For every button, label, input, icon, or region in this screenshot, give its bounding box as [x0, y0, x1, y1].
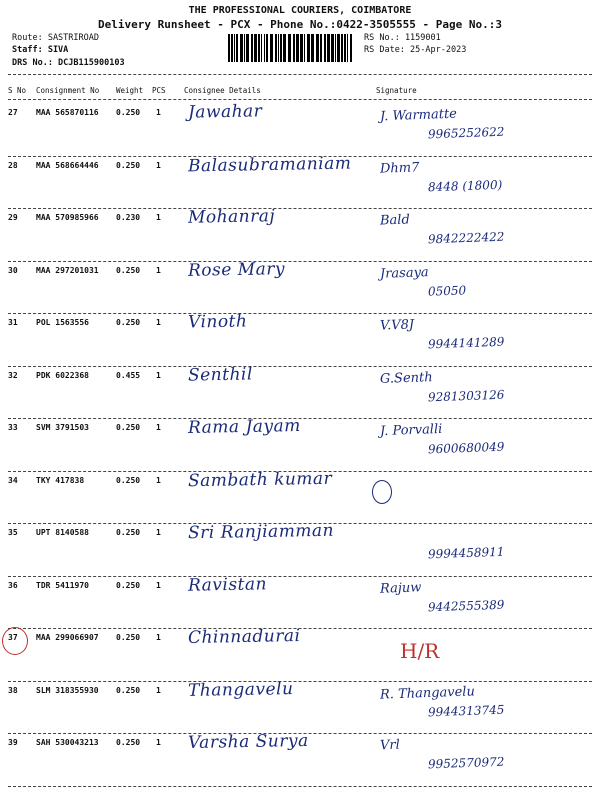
- row-pcs: 1: [156, 160, 161, 170]
- circled-mark: [372, 480, 392, 504]
- signature-handwritten: H/R: [400, 639, 440, 663]
- consignee-handwritten: Jawahar: [187, 101, 263, 123]
- header-divider-top: [8, 74, 592, 75]
- row-weight: 0.250: [116, 318, 141, 327]
- table-row: [8, 416, 592, 472]
- phone-handwritten: 9944141289: [427, 334, 505, 352]
- phone-handwritten: 9842222422: [427, 229, 505, 247]
- row-pcs: 1: [156, 475, 161, 485]
- phone-handwritten: 9600680049: [427, 439, 505, 457]
- row-divider: [8, 786, 592, 787]
- row-consignment: SVM 3791503: [36, 423, 89, 432]
- consignee-handwritten: Senthil: [187, 363, 253, 386]
- consignee-handwritten: Thangavelu: [187, 678, 294, 701]
- row-weight: 0.250: [116, 265, 141, 275]
- rs-number: RS No.: 1159001: [364, 33, 441, 43]
- table-row: [8, 730, 592, 787]
- consignee-handwritten: Balasubramaniam: [187, 153, 352, 176]
- signature-handwritten: Bald: [379, 212, 411, 229]
- runsheet-title: Delivery Runsheet - PCX - Phone No.:0422-3505555 - Page No.:3: [98, 18, 502, 31]
- table-row: [8, 363, 592, 420]
- consignee-handwritten: Vinoth: [187, 311, 248, 333]
- row-consignment: TKY 417838: [36, 475, 85, 485]
- row-sno: 38: [8, 685, 18, 695]
- row-sno: 32: [8, 370, 18, 380]
- signature-handwritten: J. Warmatte: [379, 106, 458, 125]
- company-title: THE PROFESSIONAL COURIERS, COIMBATORE: [188, 5, 412, 16]
- row-pcs: 1: [156, 685, 161, 695]
- red-circle-mark: [2, 627, 28, 655]
- row-weight: 0.250: [116, 528, 141, 537]
- row-sno: 36: [8, 580, 18, 590]
- signature-handwritten: R. Thangavelu: [379, 683, 476, 703]
- table-row: [8, 678, 592, 735]
- row-consignment: POL 1563556: [36, 318, 89, 327]
- signature-handwritten: Rajuw: [379, 579, 422, 597]
- row-pcs: 1: [156, 318, 161, 327]
- signature-handwritten: G.Senth: [379, 369, 433, 387]
- header-divider-bottom: [8, 99, 592, 100]
- row-pcs: 1: [156, 108, 161, 117]
- table-row: [8, 573, 592, 630]
- row-consignment: MAA 565870116: [36, 108, 99, 117]
- row-consignment: TDR 5411970: [36, 580, 89, 590]
- row-pcs: 1: [156, 580, 161, 590]
- rs-date: RS Date: 25-Apr-2023: [364, 45, 467, 55]
- signature-handwritten: J. Porvalli: [379, 421, 443, 440]
- table-row: [8, 311, 592, 367]
- row-consignment: SAH 530043213: [36, 738, 99, 747]
- consignee-handwritten: Ravistan: [187, 573, 268, 596]
- phone-handwritten: 8448 (1800): [427, 177, 503, 194]
- col-pcs: PCS: [152, 86, 166, 95]
- phone-handwritten: 05050: [427, 282, 467, 299]
- phone-handwritten: 9994458911: [427, 544, 505, 562]
- row-sno: 30: [8, 265, 18, 275]
- phone-handwritten: 9965252622: [427, 124, 505, 142]
- barcode-image: [228, 34, 354, 62]
- signature-handwritten: Vrl: [379, 737, 401, 754]
- row-consignment: PDK 6022368: [36, 370, 89, 380]
- row-consignment: MAA 568664446: [36, 160, 99, 170]
- row-sno: 35: [8, 528, 18, 537]
- row-consignment: MAA 297201031: [36, 265, 99, 275]
- row-sno: 37: [8, 633, 18, 642]
- row-pcs: 1: [156, 370, 161, 380]
- row-consignment: MAA 299066907: [36, 633, 99, 642]
- row-consignment: UPT 8140588: [36, 528, 89, 537]
- consignee-handwritten: Rama Jayam: [187, 416, 301, 438]
- row-sno: 27: [8, 108, 18, 117]
- row-weight: 0.250: [116, 108, 141, 117]
- staff-label: Staff: SIVA: [12, 45, 69, 55]
- row-weight: 0.455: [116, 370, 141, 380]
- row-pcs: 1: [156, 738, 161, 747]
- phone-handwritten: 9944313745: [427, 702, 505, 719]
- drs-number: DRS No.: DCJB115900103: [12, 58, 125, 68]
- phone-handwritten: 9952570972: [427, 754, 505, 772]
- signature-handwritten: Dhm7: [379, 159, 420, 177]
- table-row: [8, 520, 592, 577]
- row-sno: 33: [8, 423, 18, 432]
- row-weight: 0.250: [116, 423, 141, 432]
- signature-handwritten: Jrasaya: [379, 264, 429, 282]
- row-weight: 0.250: [116, 475, 141, 485]
- row-pcs: 1: [156, 423, 161, 432]
- phone-handwritten: 9442555389: [427, 597, 505, 614]
- row-sno: 29: [8, 213, 18, 222]
- col-sno: S No: [8, 86, 27, 95]
- row-sno: 31: [8, 318, 18, 327]
- consignee-handwritten: Chinnadurai: [187, 626, 301, 648]
- route-label: Route: SASTRIROAD: [12, 33, 99, 43]
- row-pcs: 1: [156, 265, 161, 275]
- consignee-handwritten: Sri Ranjiamman: [187, 520, 335, 544]
- consignee-handwritten: Sambath kumar: [187, 468, 333, 491]
- table-row: [8, 468, 592, 525]
- col-consignee: Consignee Details: [184, 86, 261, 95]
- row-pcs: 1: [156, 633, 161, 642]
- row-weight: 0.250: [116, 580, 141, 590]
- row-pcs: 1: [156, 213, 161, 222]
- row-sno: 34: [8, 475, 18, 485]
- row-weight: 0.250: [116, 685, 141, 695]
- row-consignment: MAA 570985966: [36, 213, 99, 222]
- row-weight: 0.250: [116, 738, 141, 747]
- col-signature: Signature: [376, 86, 417, 95]
- table-row: [8, 101, 592, 157]
- table-row: [8, 153, 592, 210]
- consignee-handwritten: Mohanraj: [187, 206, 276, 228]
- consignee-handwritten: Rose Mary: [187, 258, 286, 281]
- phone-handwritten: 9281303126: [427, 387, 505, 404]
- row-weight: 0.250: [116, 160, 141, 170]
- row-consignment: SLM 318355930: [36, 685, 99, 695]
- table-row: [8, 258, 592, 315]
- col-weight: Weight: [116, 86, 144, 95]
- row-weight: 0.250: [116, 633, 141, 642]
- row-sno: 28: [8, 160, 18, 170]
- row-pcs: 1: [156, 528, 161, 537]
- consignee-handwritten: Varsha Surya: [187, 730, 309, 754]
- table-row: [8, 626, 592, 682]
- table-row: [8, 206, 592, 262]
- row-weight: 0.230: [116, 213, 141, 222]
- signature-handwritten: V.V8J: [379, 317, 415, 334]
- row-sno: 39: [8, 738, 18, 747]
- col-consignment: Consignment No: [36, 86, 100, 95]
